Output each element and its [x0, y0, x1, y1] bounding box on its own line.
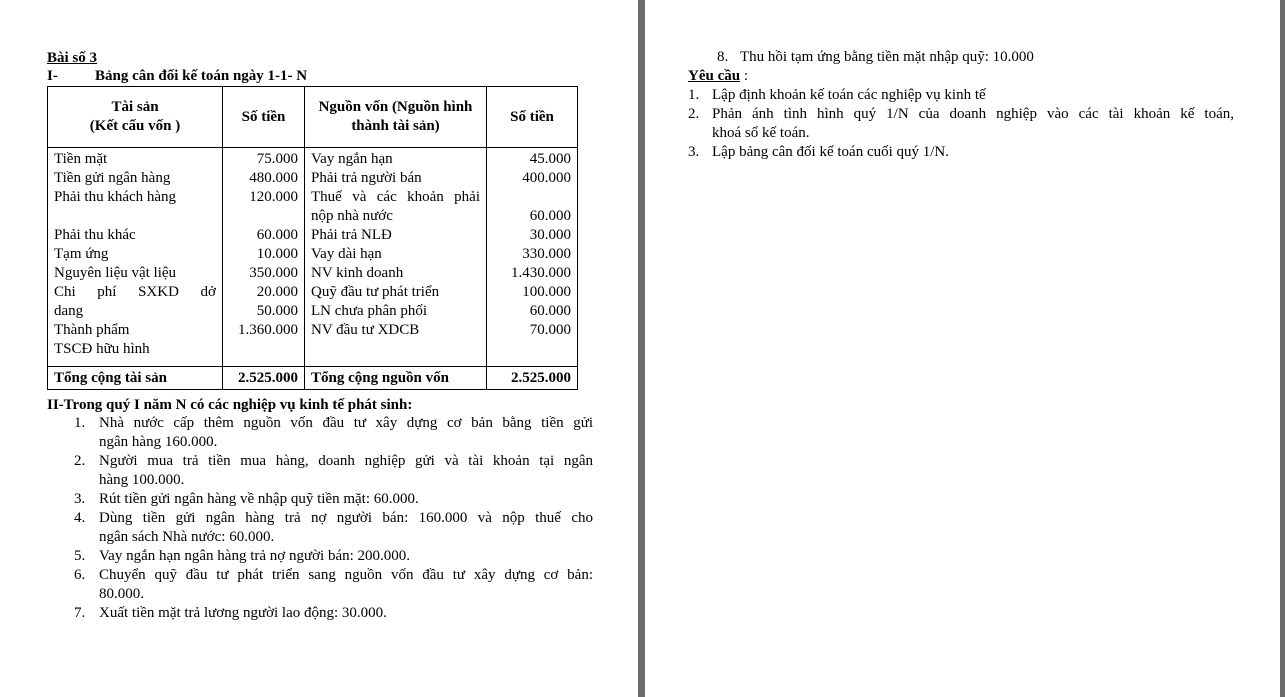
list-item-number: 6. — [74, 567, 86, 583]
list-item-text-cont: ngân sách Nhà nước: 60.000. — [99, 529, 275, 545]
header-sources — [305, 87, 487, 148]
table-header-row — [48, 87, 578, 148]
asset-item: TSCĐ hữu hình — [54, 341, 150, 357]
source-item: nộp nhà nước — [311, 208, 393, 224]
asset-amount — [229, 207, 298, 226]
document-page-1 — [0, 0, 638, 697]
list-item — [47, 490, 593, 509]
balance-sheet-table — [47, 86, 578, 390]
source-amount — [493, 340, 571, 359]
list-item-number: 3. — [74, 491, 86, 507]
list-item-text: Rút tiền gửi ngân hàng về nhập quỹ tiền mặt: 60.000. — [99, 491, 419, 507]
requirements-list — [688, 86, 1234, 162]
list-item-text-cont: 80.000. — [99, 586, 144, 602]
list-item-text: Lập định khoản kế toán các nghiệp vụ kinh tế — [712, 87, 986, 103]
header-sources-line2: thành tài sản) — [351, 118, 440, 134]
document-page-2 — [645, 0, 1280, 697]
list-item-text: Phản ánh tình hình quý 1/N của doanh nghiệp vào các tài khoản kế toán, — [712, 106, 1234, 122]
total-assets-value: 2.525.000 — [223, 367, 305, 390]
asset-amount: 1.360.000 — [238, 322, 298, 338]
asset-amount: 60.000 — [256, 227, 298, 243]
list-item-text-cont: khoá sổ kế toán. — [712, 125, 810, 141]
source-item: Quỹ đầu tư phát triển — [311, 284, 440, 300]
asset-amount: 480.000 — [249, 170, 298, 186]
list-item-text: Chuyển quỹ đầu tư phát triển sang nguồn vốn đầu tư xây dựng cơ bản: — [99, 567, 593, 583]
list-item — [47, 547, 593, 566]
header-assets-line2: (Kết cấu vốn ) — [89, 118, 181, 134]
list-item-number: 1. — [74, 415, 86, 431]
header-sources-line1: Nguồn vốn (Nguồn hình — [318, 99, 473, 115]
list-item-text: Nhà nước cấp thêm nguồn vốn đầu tư xây dựng cơ bản bằng tiền gửi — [99, 415, 593, 431]
list-item-number: 1. — [688, 87, 700, 103]
list-item — [47, 452, 593, 490]
source-item: Phải trả NLĐ — [311, 227, 392, 243]
transactions-list — [47, 414, 593, 623]
source-item — [311, 340, 480, 359]
list-item-number: 5. — [74, 548, 86, 564]
exercise-title: Bài số 3 — [47, 50, 98, 66]
sources-column — [305, 148, 487, 367]
asset-item: Tạm ứng — [54, 246, 109, 262]
table-body-row — [48, 148, 578, 367]
list-item — [688, 105, 1234, 143]
section-1-title: Bảng cân đối kế toán ngày 1-1- N — [95, 68, 308, 84]
asset-item: Tiền gửi ngân hàng — [54, 170, 171, 186]
asset-amount: 20.000 — [256, 284, 298, 300]
list-item — [688, 143, 1234, 162]
asset-amount: 50.000 — [256, 303, 298, 319]
source-item: Thuế và các khoản phải — [311, 189, 480, 205]
header-amount-2: Số tiền — [487, 87, 578, 148]
asset-amount: 350.000 — [249, 265, 298, 281]
header-assets-line1: Tài sản — [111, 99, 159, 115]
list-item — [47, 566, 593, 604]
total-assets-label: Tổng cộng tài sản — [48, 367, 223, 390]
header-assets — [48, 87, 223, 148]
list-item-number: 4. — [74, 510, 86, 526]
source-amount: 30.000 — [529, 227, 571, 243]
source-amount — [493, 188, 571, 207]
list-item-number: 2. — [688, 106, 700, 122]
assets-column — [48, 148, 223, 367]
list-item-number: 7. — [74, 605, 86, 621]
list-item-text-cont: hàng 100.000. — [99, 472, 185, 488]
section-2-title: II-Trong quý I năm N có các nghiệp vụ kinh tế phát sinh: — [47, 397, 413, 413]
asset-amount: 75.000 — [256, 151, 298, 167]
asset-amounts-column — [223, 148, 305, 367]
list-item-text: Xuất tiền mặt trả lương người lao động: 30.000. — [99, 605, 387, 621]
source-amount: 45.000 — [529, 151, 571, 167]
source-amount: 60.000 — [529, 303, 571, 319]
asset-item: Nguyên liệu vật liệu — [54, 265, 177, 281]
asset-item: dang — [54, 303, 84, 319]
source-amount: 60.000 — [529, 208, 571, 224]
total-sources-value: 2.525.000 — [487, 367, 578, 390]
source-item: Vay dài hạn — [311, 246, 382, 262]
list-item-text: Lập bảng cân đối kế toán cuối quý 1/N. — [712, 144, 950, 160]
source-amount: 1.430.000 — [511, 265, 571, 281]
requirements-label: Yêu cầu — [688, 68, 741, 84]
source-item: NV đầu tư XDCB — [311, 322, 420, 338]
asset-item: Phải thu khách hàng — [54, 189, 177, 205]
asset-amount: 120.000 — [249, 189, 298, 205]
asset-item: Chi phí SXKD dở — [54, 284, 216, 300]
asset-item: Phải thu khác — [54, 227, 136, 243]
asset-item — [54, 207, 216, 226]
source-item: Phải trả người bán — [311, 170, 422, 186]
item-8-number: 8. — [717, 49, 729, 65]
source-amount: 330.000 — [522, 246, 571, 262]
requirements-colon: : — [740, 68, 749, 84]
item-8-text: Thu hồi tạm ứng bằng tiền mặt nhập quỹ: 10.000 — [740, 49, 1034, 65]
list-item — [47, 414, 593, 452]
section-1-prefix: I- — [47, 68, 58, 84]
asset-amount: 10.000 — [256, 246, 298, 262]
list-item-text: Người mua trả tiền mua hàng, doanh nghiệp gửi và tài khoản tại ngân — [99, 453, 593, 469]
header-amount: Số tiền — [223, 87, 305, 148]
asset-amount — [229, 340, 298, 359]
requirements-heading — [688, 67, 748, 86]
list-item — [47, 604, 593, 623]
source-amount: 70.000 — [529, 322, 571, 338]
list-item-text: Dùng tiền gửi ngân hàng trả nợ người bán: 160.000 và nộp thuế cho — [99, 510, 593, 526]
asset-item: Thành phẩm — [54, 322, 130, 338]
list-item — [47, 509, 593, 547]
source-amount: 100.000 — [522, 284, 571, 300]
source-item: Vay ngắn hạn — [311, 151, 393, 167]
total-sources-label: Tổng cộng nguồn vốn — [305, 367, 487, 390]
source-amount: 400.000 — [522, 170, 571, 186]
list-item-number: 3. — [688, 144, 700, 160]
list-item-number: 2. — [74, 453, 86, 469]
source-item: LN chưa phân phối — [311, 303, 428, 319]
table-total-row — [48, 367, 578, 390]
asset-item: Tiền mặt — [54, 151, 108, 167]
list-item-text-cont: ngân hàng 160.000. — [99, 434, 218, 450]
list-item-text: Vay ngắn hạn ngân hàng trả nợ người bán: 200.000. — [99, 548, 411, 564]
source-item: NV kinh doanh — [311, 265, 404, 281]
list-item — [688, 86, 1234, 105]
source-amounts-column — [487, 148, 578, 367]
